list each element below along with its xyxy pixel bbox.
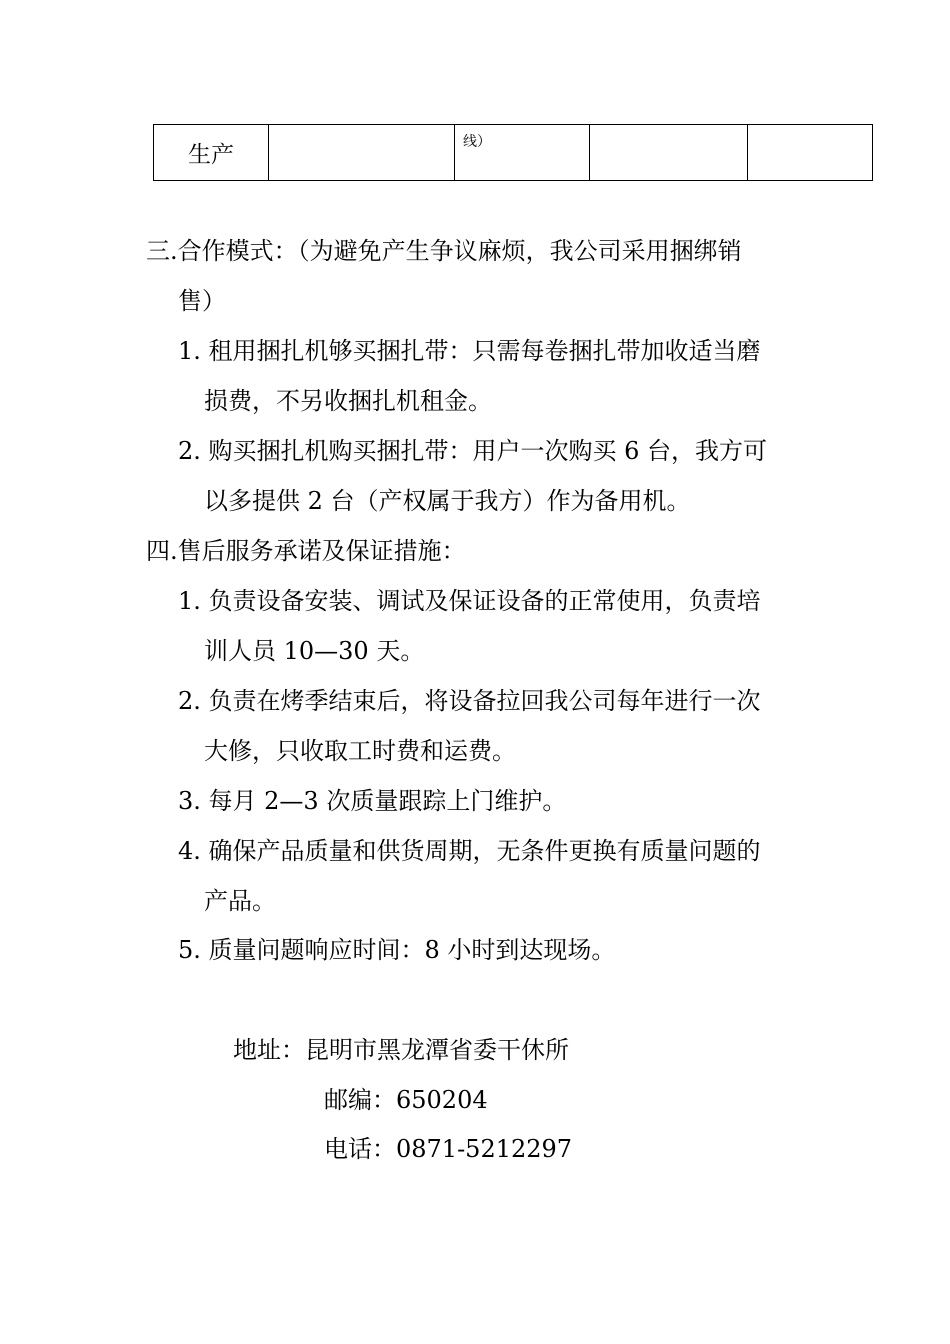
contact-address: 地址：昆明市黑龙潭省委干休所 (233, 1036, 569, 1064)
contact-phone: 电话：0871-5212297 (324, 1135, 573, 1163)
contact-postcode: 邮编：650204 (324, 1086, 488, 1114)
table-cell (269, 125, 455, 181)
list-item: 1. 租用捆扎机够买捆扎带：只需每卷捆扎带加收适当磨 (178, 337, 761, 365)
list-item-cont: 训人员 10—30 天。 (204, 637, 425, 665)
list-item: 4. 确保产品质量和供货周期，无条件更换有质量问题的 (178, 837, 761, 865)
table-cell (748, 125, 873, 181)
section-heading-after-sales: 四.售后服务承诺及保证措施： (146, 537, 466, 565)
list-item-cont: 损费，不另收捆扎机租金。 (204, 387, 492, 415)
list-item-cont: 产品。 (204, 887, 276, 915)
section-heading-cooperation-cont: 售） (178, 287, 226, 315)
table-row (154, 125, 873, 181)
product-table (153, 124, 873, 181)
list-item: 3. 每月 2—3 次质量跟踪上门维护。 (178, 787, 567, 815)
table-cell (590, 125, 748, 181)
section-heading-cooperation: 三.合作模式：（为避免产生争议麻烦，我公司采用捆绑销 (146, 237, 742, 265)
list-item: 1. 负责设备安装、调试及保证设备的正常使用，负责培 (178, 587, 761, 615)
list-item: 5. 质量问题响应时间：8 小时到达现场。 (178, 936, 616, 964)
list-item-cont: 大修，只收取工时费和运费。 (204, 737, 516, 765)
list-item-cont: 以多提供 2 台（产权属于我方）作为备用机。 (204, 487, 691, 515)
list-item: 2. 负责在烤季结束后，将设备拉回我公司每年进行一次 (178, 687, 761, 715)
table-cell: 线） (455, 125, 590, 181)
list-item: 2. 购买捆扎机购买捆扎带：用户一次购买 6 台，我方可 (178, 437, 768, 465)
table-cell: 生产 (154, 125, 269, 181)
